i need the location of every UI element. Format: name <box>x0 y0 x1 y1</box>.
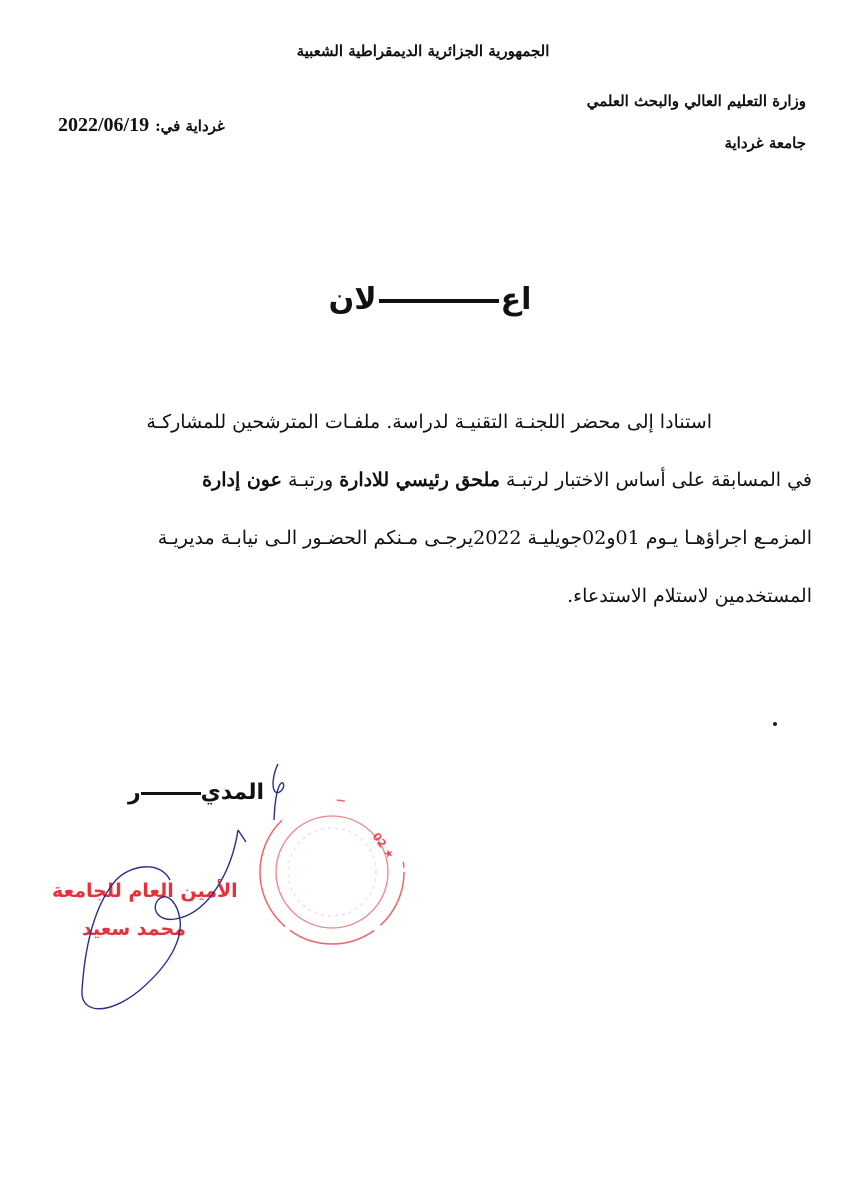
svg-text:02 ★: 02 ★ <box>369 830 397 862</box>
announcement-body <box>36 393 812 625</box>
title-kashida <box>379 299 499 303</box>
date-line <box>58 114 225 137</box>
body-line-2-text-b: ورتبـة <box>281 469 340 491</box>
rank-principal-attache: ملحق رئيسي للادارة <box>339 469 500 491</box>
date-value: 2022/06/19 <box>58 114 150 136</box>
ministry-name: وزارة التعليم العالي والبحث العلمي <box>586 92 806 110</box>
rank-admin-agent: عون إدارة <box>202 469 282 491</box>
republic-header: الجمهورية الجزائرية الديمقراطية الشعبية <box>296 42 550 60</box>
announcement-title <box>300 282 560 317</box>
secretary-general-title: الأمين العام للجامعة <box>52 880 238 902</box>
title-end: لان <box>328 282 377 317</box>
handwritten-signature <box>60 760 360 1040</box>
stray-dot <box>773 722 777 726</box>
director-start: المدي <box>200 780 265 805</box>
body-line-1: استنادا إلى محضر اللجنـة التقنيـة لدراسة. ملفـات المترشحين للمشاركـة <box>146 411 712 433</box>
university-name: جامعة غرداية <box>724 134 806 152</box>
body-line-3: المزمـع اجراؤهـا يـوم 01و02جويليـة 2022يرجـى مـنكم الحضـور الـى نيابـة مديريـة <box>157 527 812 549</box>
director-end: ر <box>128 780 141 805</box>
body-line-2-text-a: في المسابقة على أساس الاختبار لرتبـة <box>499 469 812 491</box>
secretary-general-name: محمد سعيد <box>82 918 186 940</box>
body-line-2 <box>36 451 812 509</box>
body-line-4: المستخدمين لاستلام الاستدعاء. <box>567 585 812 607</box>
title-start: اع <box>500 282 532 317</box>
date-label: غرداية في: <box>155 117 225 135</box>
